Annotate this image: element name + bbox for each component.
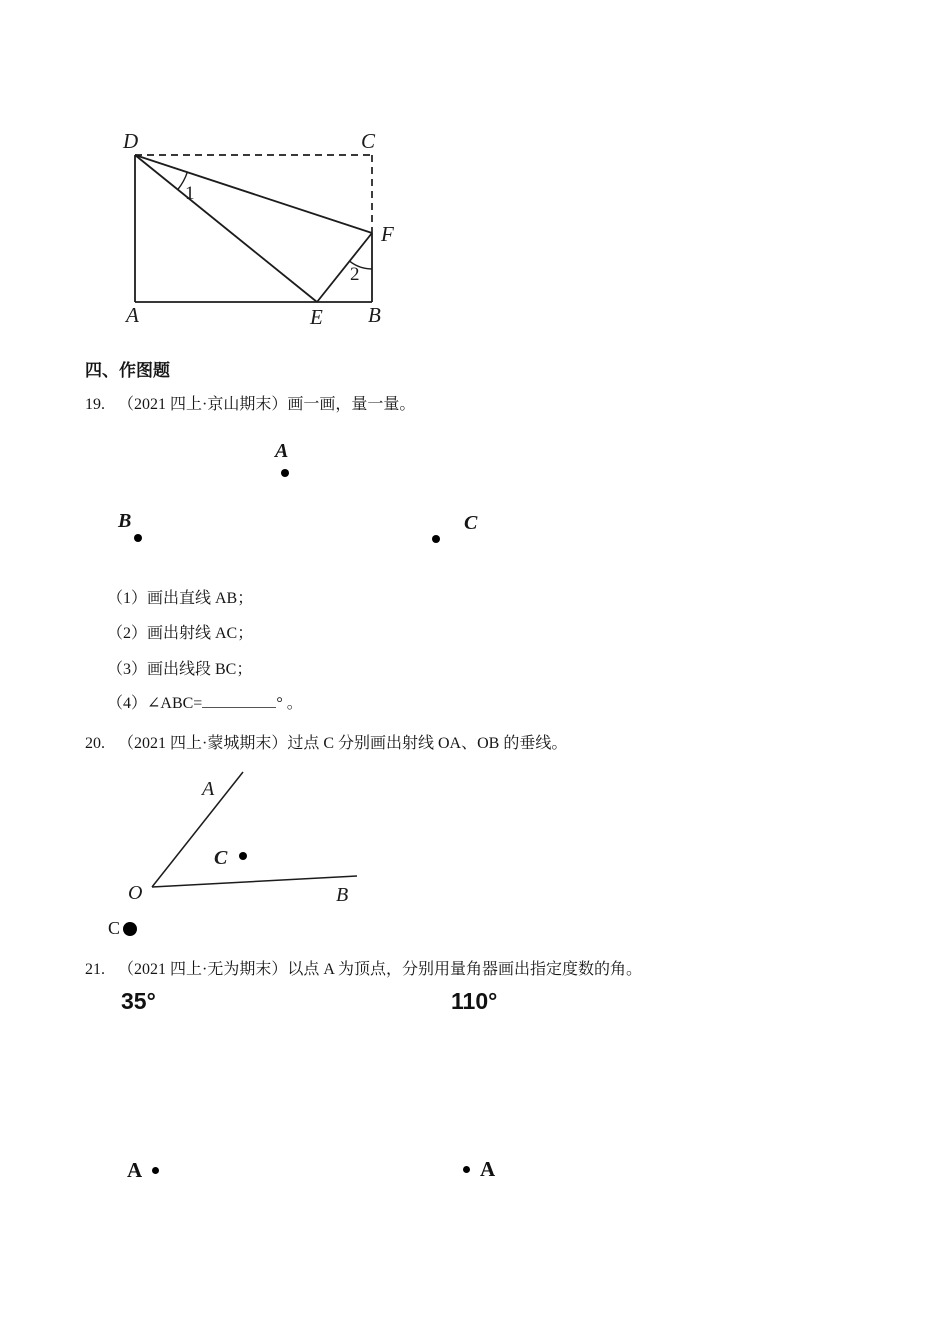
p19-sub4-degree: ° xyxy=(276,695,283,712)
p19-sub4-prefix: （4）∠ABC= xyxy=(107,695,203,712)
p20-stray-point-dot xyxy=(123,922,137,936)
p21-angle-35: 35° xyxy=(121,988,156,1014)
problem-21-number: 21. xyxy=(85,961,105,978)
p19-point-B-label: B xyxy=(118,510,132,532)
label-B: B xyxy=(368,303,381,327)
segment-DE xyxy=(135,155,317,302)
p19-point-A-label: A xyxy=(275,440,289,462)
rays-figure xyxy=(110,762,390,912)
p20-stray-point-label: C xyxy=(108,918,121,938)
problem-19-number: 19. xyxy=(85,396,105,413)
segment-DF xyxy=(135,155,372,233)
label-angle-2: 2 xyxy=(350,264,360,285)
label-E: E xyxy=(310,305,323,329)
label-A: A xyxy=(202,778,215,800)
label-angle-1: 1 xyxy=(185,183,195,204)
label-O: O xyxy=(128,882,143,904)
p19-sub4-period: 。 xyxy=(286,695,303,712)
problem-20-text: （2021 四上·蒙城期末）过点 C 分别画出射线 OA、OB 的垂线。 xyxy=(118,735,568,752)
label-C: C xyxy=(214,847,228,869)
p21-left-A-dot xyxy=(152,1167,159,1174)
p19-point-A-dot xyxy=(281,469,289,477)
p20-point-C-dot xyxy=(239,852,247,860)
p19-sub4 xyxy=(107,690,303,713)
p20-stray-point xyxy=(108,918,137,939)
problem-21-text: （2021 四上·无为期末）以点 A 为顶点，分别用量角器画出指定度数的角。 xyxy=(118,961,643,978)
p21-right-A-dot xyxy=(463,1166,470,1173)
label-C: C xyxy=(361,129,376,153)
ray-OA xyxy=(152,772,243,887)
p19-sub4-blank xyxy=(202,691,276,708)
p19-point-C-label: C xyxy=(464,512,478,534)
problem-20-number: 20. xyxy=(85,735,105,752)
p21-left-vertex xyxy=(127,1158,159,1183)
rectangle-figure xyxy=(105,128,415,338)
p19-sub2: （2）画出射线 AC； xyxy=(107,625,254,642)
p19-sub3: （3）画出线段 BC； xyxy=(107,661,253,678)
label-B: B xyxy=(336,884,349,906)
p21-angle-110: 110° xyxy=(451,988,498,1014)
problem-20-stem xyxy=(85,730,567,753)
label-D: D xyxy=(123,129,139,153)
label-F: F xyxy=(381,222,394,246)
problem-19-stem xyxy=(85,391,415,414)
p21-right-A-label: A xyxy=(480,1157,496,1181)
p21-left-A-label: A xyxy=(127,1158,143,1182)
problem-21-stem xyxy=(85,956,642,979)
section-title: 四、作图题 xyxy=(85,361,170,380)
p19-point-B-dot xyxy=(134,534,142,542)
p21-right-vertex xyxy=(463,1157,495,1182)
label-A: A xyxy=(126,303,139,327)
problem-19-text: （2021 四上·京山期末）画一画，量一量。 xyxy=(118,396,416,413)
ray-OB xyxy=(152,876,357,887)
p19-point-C-dot xyxy=(432,535,440,543)
p19-sub1: （1）画出直线 AB； xyxy=(107,590,254,607)
